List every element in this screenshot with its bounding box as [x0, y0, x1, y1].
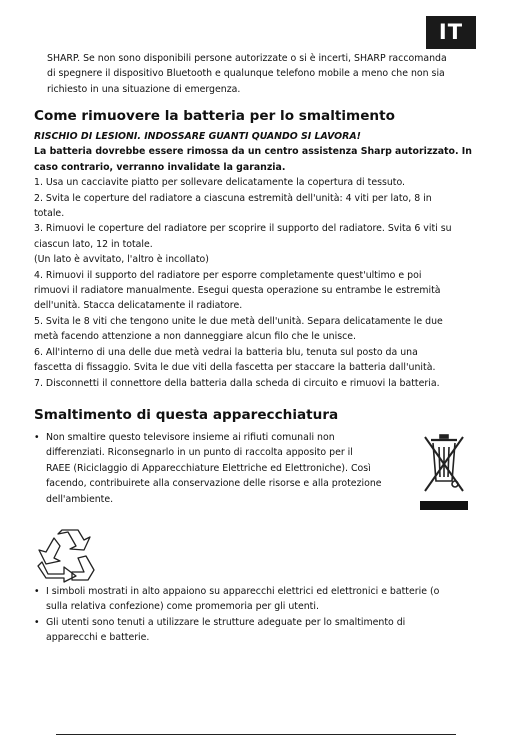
step-line: 5. Svita le 8 viti che tengono unite le due metà dell'unità. Separa delicatamente le due — [34, 315, 443, 327]
step-line: fascetta di fissaggio. Svita le due viti della fascetta per staccare la batteria dall'unità. — [34, 362, 436, 374]
step-line: dell'unità. Stacca delicatamente il radiatore. — [34, 300, 243, 312]
step-line: ciascun lato, 12 in totale. — [34, 238, 153, 250]
step-line: (Un lato è avvitato, l'altro è incollato) — [34, 254, 209, 266]
bullet-line: • Gli utenti sono tenuti a utilizzare le strutture adeguate per lo smaltimento di — [46, 616, 406, 628]
step-line: 4. Rimuovi il supporto del radiatore per esporre completamente quest'ultimo e poi — [34, 269, 422, 281]
bullet-line: • I simboli mostrati in alto appaiono su apparecchi elettrici ed elettronici e batterie (o — [46, 586, 440, 597]
crossed-out-wheelie-bin-icon — [420, 433, 468, 510]
step-line: 6. All'interno di una delle due metà vedrai la batteria blu, tenuta sul posto da una — [34, 346, 418, 358]
battery-removal-heading: Come rimuovere la batteria per lo smaltimento — [34, 108, 395, 124]
recycle-icon — [34, 528, 100, 584]
intro-line: di spegnere il dispositivo Bluetooth e qualunque telefono mobile a meno che non sia — [47, 68, 445, 80]
bullet-line: RAEE (Riciclaggio di Apparecchiature Elettriche ed Elettroniche). Così — [46, 462, 371, 474]
language-badge: IT — [426, 16, 476, 49]
bullet-line: dell'ambiente. — [46, 493, 114, 505]
step-line: metà facendo attenzione a non danneggiare alcun filo che le unisce. — [34, 331, 357, 343]
step-line: rimuovi il radiatore manualmente. Esegui questa operazione su entrambe le estremità — [34, 285, 441, 297]
footer-divider — [56, 734, 456, 735]
step-line: 7. Disconnetti il connettore della batteria dalla scheda di circuito e rimuovi la batteria. — [34, 377, 440, 389]
disposal-heading: Smaltimento di questa apparecchiatura — [34, 407, 339, 423]
bullet-line: facendo, contribuirete alla conservazione delle risorse e alla protezione — [46, 478, 382, 490]
bullet-line: apparecchi e batterie. — [46, 632, 150, 644]
battery-removal-body — [34, 129, 478, 391]
intro-paragraph — [47, 51, 477, 97]
intro-line: SHARP. Se non sono disponibili persone autorizzate o si è incerti, SHARP raccomanda — [47, 53, 447, 64]
bullet-line: • Non smaltire questo televisore insieme ai rifiuti comunali non — [46, 432, 335, 443]
service-notice-line: caso contrario, verranno invalidate la garanzia. — [34, 161, 286, 173]
list-item — [34, 615, 478, 646]
disposal-bullet-2 — [34, 584, 478, 646]
list-item — [34, 584, 478, 615]
bullet-line: sulla relativa confezione) come promemoria per gli utenti. — [46, 601, 319, 613]
disposal-bullet-1 — [34, 430, 406, 507]
step-line: 2. Svita le coperture del radiatore a ciascuna estremità dell'unità: 4 viti per lato, 8 in — [34, 192, 432, 204]
service-notice-line: La batteria dovrebbe essere rimossa da un centro assistenza Sharp autorizzato. In — [34, 146, 472, 158]
list-item — [34, 430, 406, 507]
intro-line: richiesto in una situazione di emergenza. — [47, 83, 241, 95]
step-line: 3. Rimuovi le coperture del radiatore per scoprire il supporto del radiatore. Svita 6 viti su — [34, 223, 452, 235]
injury-warning: RISCHIO DI LESIONI. INDOSSARE GUANTI QUANDO SI LAVORA! — [34, 131, 361, 142]
step-line: 1. Usa un cacciavite piatto per sollevare delicatamente la copertura di tessuto. — [34, 177, 406, 189]
bullet-line: differenziati. Riconsegnarlo in un punto di raccolta apposito per il — [46, 447, 353, 459]
step-line: totale. — [34, 208, 65, 220]
